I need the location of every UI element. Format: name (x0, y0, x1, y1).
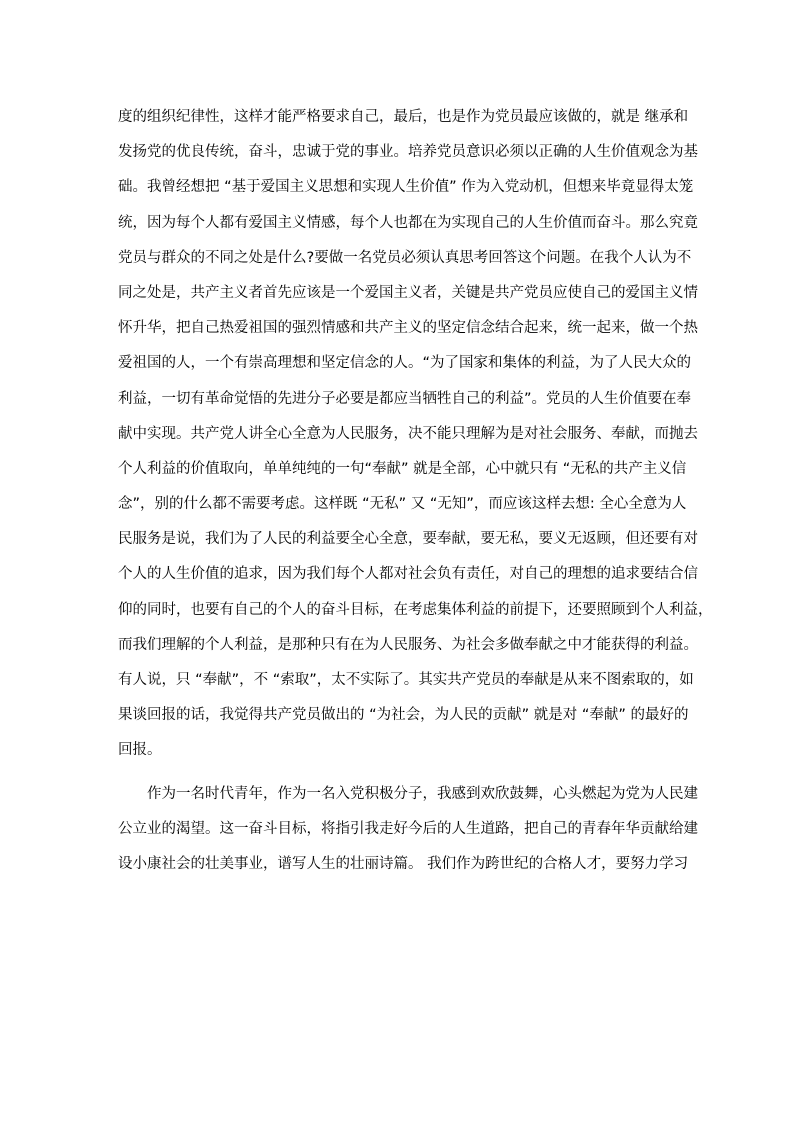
paragraph-2 (118, 781, 698, 887)
text-line: 怀升华，把自己热爱祖国的强烈情感和共产主义的坚定信念结合起来，统一起来，做一个热 (118, 320, 698, 337)
text-line: 础。我曾经想把 “基于爱国主义思想和实现人生价值” 作为入党动机，但想来毕竟显得太笼 (118, 179, 694, 196)
body-text (118, 104, 713, 886)
text-line: 党员与群众的不同之处是什么?要做一名党员必须认真思考回答这个问题。在我个人认为不 (118, 249, 692, 266)
text-line: 设小康社会的壮美事业，谱写人生的壮丽诗篇。 我们作为跨世纪的合格人才，要努力学习 (118, 855, 689, 872)
text-line: 统，因为每个人都有爱国主义情感，每个人也都在为实现自己的人生价值而奋斗。那么究竟 (118, 214, 698, 231)
text-line: 度的组织纪律性，这样才能严格要求自己，最后，也是作为党员最应该做的，就是 继承和 (118, 109, 689, 125)
text-line: 果谈回报的话，我觉得共产党员做出的 “为社会，为人民的贡献” 就是对 “奉献” 的最好的 (118, 707, 689, 724)
text-line: 念”，别的什么都不需要考虑。这样既 “无私” 又 “无知”，而应该这样去想: 全心全意为人 (118, 496, 687, 513)
text-line: 发扬党的优良传统，奋斗，忠诚于党的事业。培养党员意识必须以正确的人生价值观念为基 (118, 144, 698, 161)
paragraph-gap (118, 773, 688, 781)
text-line: 仰的同时，也要有自己的个人的奋斗目标，在考虑集体利益的前提下，还要照顾到个人利益， (118, 601, 713, 618)
text-line: 公立业的渴望。这一奋斗目标，将指引我走好今后的人生道路，把自己的青春年华贡献给建 (118, 820, 698, 837)
text-line: 个人的人生价值的追求，因为我们每个人都对社会负有责任，对自己的理想的追求要结合信 (118, 566, 698, 583)
text-line: 作为一名时代青年，作为一名入党积极分子，我感到欢欣鼓舞，心头燃起为党为人民建 (147, 785, 698, 802)
text-line: 利益，一切有革命觉悟的先进分子必要是都应当牺牲自己的利益”。党员的人生价值要在奉 (118, 390, 692, 407)
text-line: 民服务是说，我们为了人民的利益要全心全意，要奉献，要无私，要义无返顾，但还要有对 (118, 531, 698, 548)
text-line: 而我们理解的个人利益，是那种只有在为人民服务、为社会多做奉献之中才能获得的利益。 (118, 636, 698, 653)
text-line: 爱祖国的人，一个有崇高理想和坚定信念的人。“为了国家和集体的利益，为了人民大众的 (118, 355, 692, 372)
paragraph-1 (118, 104, 713, 773)
text-line: 有人说，只 “奉献”，不 “索取”，太不实际了。其实共产党员的奉献是从来不图索取的，如 (118, 672, 694, 688)
text-line: 献中实现。共产党人讲全心全意为人民服务，决不能只理解为是对社会服务、奉献，而抛去 (118, 425, 698, 442)
text-line: 同之处是，共产主义者首先应该是一个爱国主义者，关键是共产党员应使自己的爱国主义情 (118, 284, 698, 301)
text-line: 回报。 (118, 742, 162, 759)
text-line: 个人利益的价值取向，单单纯纯的一句“奉献” 就是全部，心中就只有 “无私的共产主义信 (118, 460, 687, 477)
